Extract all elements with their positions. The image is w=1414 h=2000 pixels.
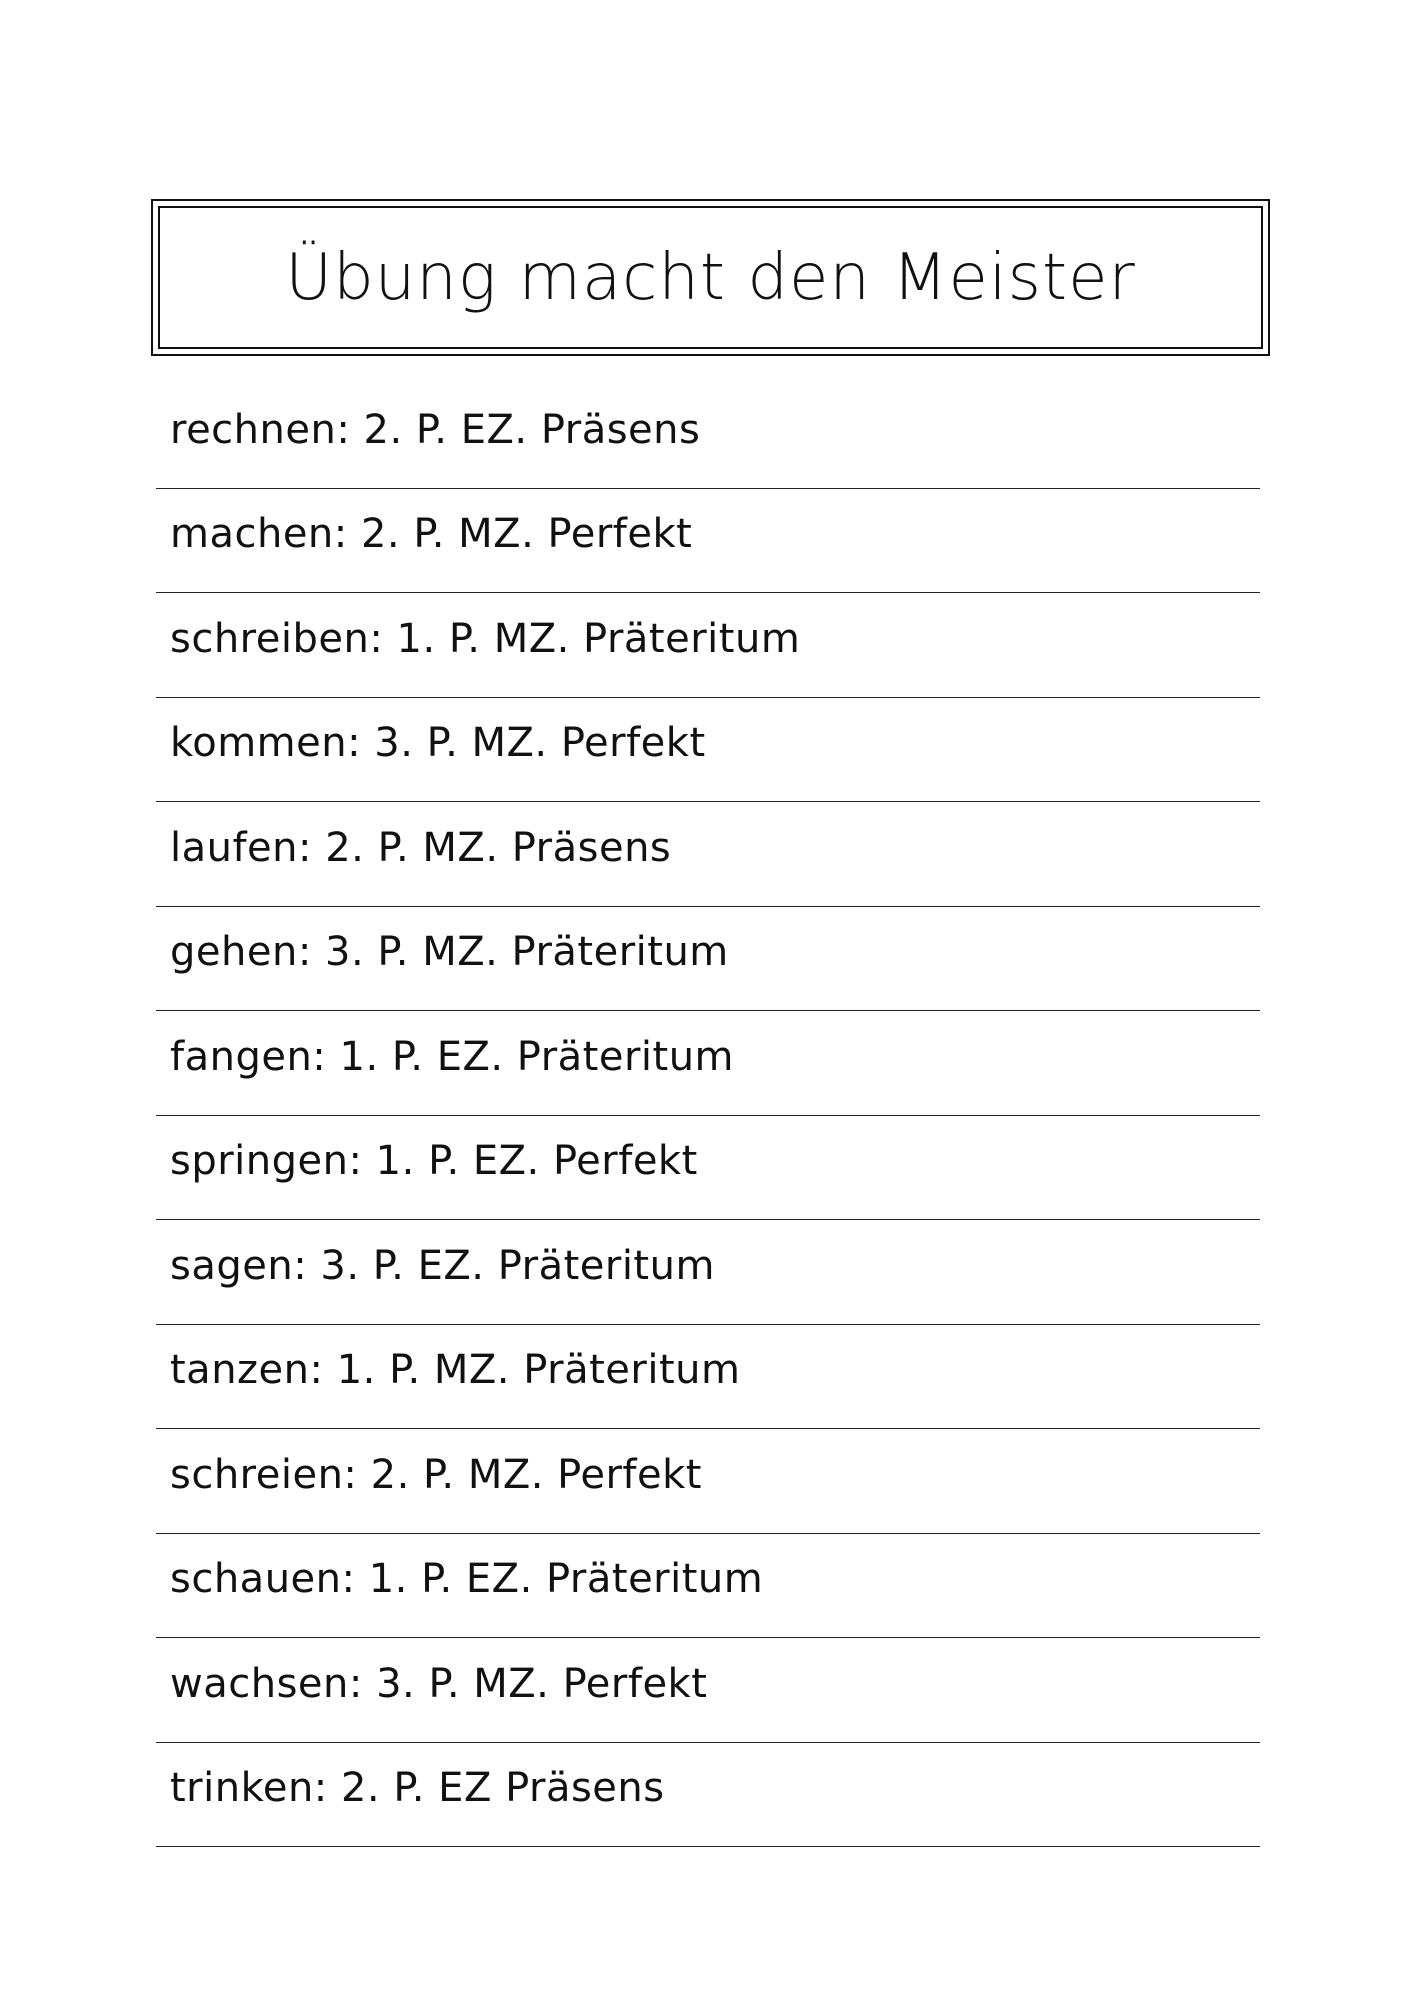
exercise-row bbox=[156, 489, 1260, 594]
page-title: Übung macht den Meister bbox=[285, 240, 1136, 315]
exercise-prompt: gehen: 3. P. MZ. Präteritum bbox=[170, 929, 729, 976]
exercise-prompt: trinken: 2. P. EZ Präsens bbox=[170, 1765, 665, 1812]
exercise-prompt: springen: 1. P. EZ. Perfekt bbox=[170, 1138, 698, 1185]
exercise-row bbox=[156, 1743, 1260, 1848]
exercise-row bbox=[156, 1429, 1260, 1534]
exercise-prompt: kommen: 3. P. MZ. Perfekt bbox=[170, 720, 706, 767]
exercise-prompt: rechnen: 2. P. EZ. Präsens bbox=[170, 406, 701, 453]
title-frame bbox=[151, 199, 1270, 356]
exercise-prompt: schreien: 2. P. MZ. Perfekt bbox=[170, 1451, 702, 1498]
exercise-prompt: laufen: 2. P. MZ. Präsens bbox=[170, 824, 672, 871]
exercise-prompt: fangen: 1. P. EZ. Präteritum bbox=[170, 1033, 735, 1080]
exercise-row bbox=[156, 698, 1260, 803]
exercise-prompt: schreiben: 1. P. MZ. Präteritum bbox=[170, 615, 801, 662]
exercise-row bbox=[156, 1534, 1260, 1639]
exercise-list bbox=[156, 384, 1260, 1847]
exercise-row bbox=[156, 1116, 1260, 1221]
exercise-prompt: machen: 2. P. MZ. Perfekt bbox=[170, 511, 693, 558]
exercise-row bbox=[156, 907, 1260, 1012]
exercise-prompt: schauen: 1. P. EZ. Präteritum bbox=[170, 1556, 764, 1603]
exercise-row bbox=[156, 1638, 1260, 1743]
exercise-row bbox=[156, 593, 1260, 698]
exercise-prompt: tanzen: 1. P. MZ. Präteritum bbox=[170, 1347, 741, 1394]
exercise-prompt: wachsen: 3. P. MZ. Perfekt bbox=[170, 1660, 708, 1707]
exercise-row bbox=[156, 1011, 1260, 1116]
exercise-prompt: sagen: 3. P. EZ. Präteritum bbox=[170, 1242, 715, 1289]
exercise-row bbox=[156, 1325, 1260, 1430]
exercise-row bbox=[156, 802, 1260, 907]
exercise-row bbox=[156, 384, 1260, 489]
exercise-row bbox=[156, 1220, 1260, 1325]
